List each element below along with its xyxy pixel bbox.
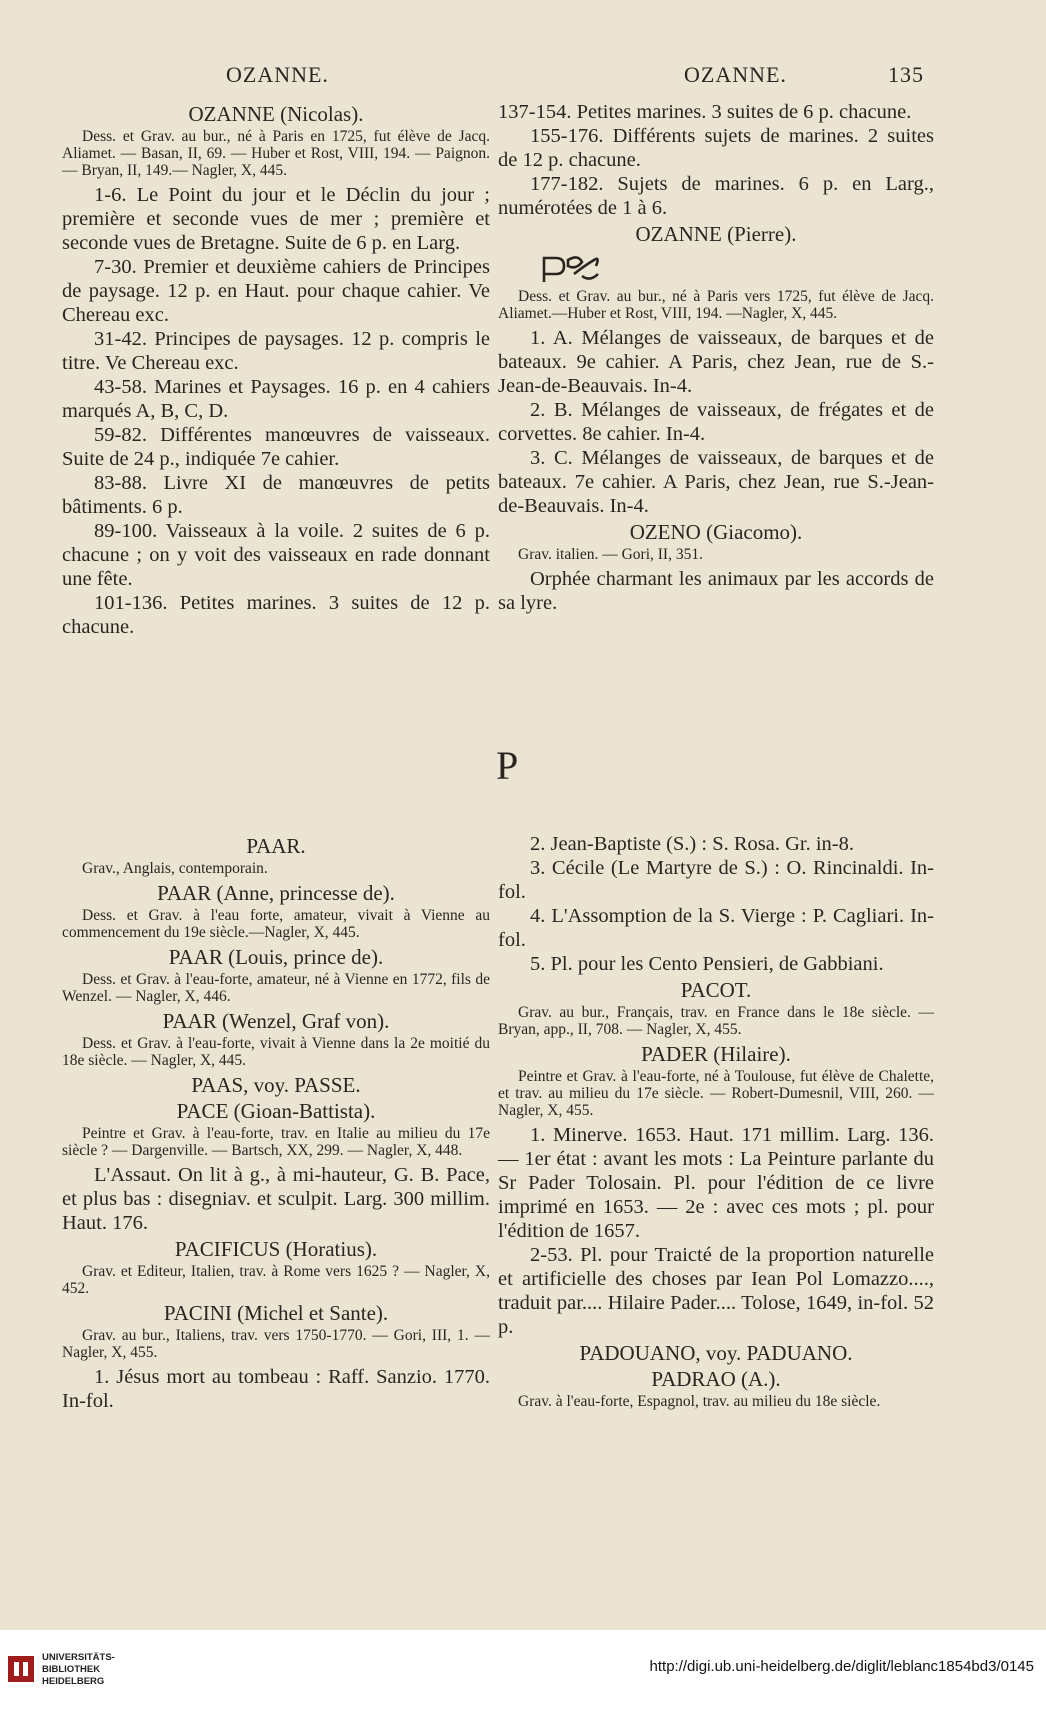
text-entry: 1-6. Le Point du jour et le Déclin du jour ; première et seconde vues de mer ; première et seconde vues de Bretagne. Suite de 6 p. en Larg. [62, 184, 490, 254]
library-name-line: BIBLIOTHEK [42, 1664, 101, 1675]
text-name: PADRAO (A.). [651, 1367, 781, 1391]
running-head-left: OZANNE. [226, 62, 329, 87]
text-entry: 101-136. Petites marines. 3 suites de 12 p. chacune. [62, 592, 490, 638]
text-name: PAAR (Anne, princesse de). [157, 881, 395, 905]
text-name: PADOUANO, voy. PADUANO. [579, 1341, 853, 1365]
text-entry: 3. Cécile (Le Martyre de S.) : O. Rincinaldi. In-fol. [498, 857, 934, 903]
text-small: Grav. au bur., Français, trav. en France dans le 18e siècle. — Bryan, app., II, 708. — Nagler, X, 455. [498, 1004, 934, 1038]
text-name: PACINI (Michel et Sante). [163, 1301, 389, 1325]
text-entry: 83-88. Livre XI de manœuvres de petits bâtiments. 6 p. [62, 472, 490, 518]
right-column-top [498, 100, 934, 615]
text-entry: 2. Jean-Baptiste (S.) : S. Rosa. Gr. in-8. [530, 833, 854, 855]
text-name: OZANNE (Pierre). [635, 222, 797, 246]
text-name: OZANNE (Nicolas). [188, 102, 364, 126]
text-small: Peintre et Grav. à l'eau-forte, né à Toulouse, fut élève de Chalette, et trav. au milieu du 17e siècle. — Robert-Dumesnil, VIII, 260. — Nagler, X, 455. [498, 1068, 934, 1119]
text-name: PACIFICUS (Horatius). [174, 1237, 378, 1261]
text-entry: 89-100. Vaisseaux à la voile. 2 suites de 6 p. chacune ; on y voit des vaisseaux en rade donnant une fête. [62, 520, 490, 590]
text-entry: 155-176. Différents sujets de marines. 2 suites de 12 p. chacune. [498, 125, 934, 171]
text-name: PACOT. [680, 978, 752, 1002]
text-small: Grav. et Editeur, Italien, trav. à Rome vers 1625 ? — Nagler, X, 452. [62, 1263, 490, 1297]
section-letter: P [496, 743, 519, 788]
text-small: Grav. italien. — Gori, II, 351. [518, 546, 703, 563]
text-entry: 2. B. Mélanges de vaisseaux, de frégates et de corvettes. 8e cahier. In-4. [498, 399, 934, 445]
text-name: PAAR (Wenzel, Graf von). [162, 1009, 390, 1033]
text-entry: 4. L'Assomption de la S. Vierge : P. Cagliari. In-fol. [498, 905, 934, 951]
text-small: Dess. et Grav. à l'eau forte, amateur, vivait à Vienne au commencement du 19e siècle.—Nagler, X, 445. [62, 907, 490, 941]
university-logo-icon [6, 1654, 36, 1684]
library-name-line: UNIVERSITÄTS- [42, 1652, 115, 1663]
text-small: Dess. et Grav. à l'eau-forte, amateur, né à Vienne en 1772, fils de Wenzel. — Nagler, X, 446. [62, 971, 490, 1005]
page-number: 135 [888, 62, 924, 87]
text-entry: 1. Minerve. 1653. Haut. 171 millim. Larg. 136. — 1er état : avant les mots : La Peinture parlante du Sr Pader Tolosain. Pl. pour l'édition de ce livre imprimé en 1653. — 2e : avec ces mots ; pl. pour l'édition de 1657. [498, 1124, 934, 1242]
library-name [42, 1652, 115, 1688]
text-entry: 2-53. Pl. pour Traicté de la proportion naturelle et artificielle des choses par Iean Pol Lomazzo...., traduit par.... Hilaire Pader.... Tolose, 1649, in-fol. 52 p. [498, 1244, 934, 1338]
left-column-bottom [62, 832, 490, 1413]
artist-monogram-icon [538, 252, 604, 286]
text-entry: 1. A. Mélanges de vaisseaux, de barques et de bateaux. 9e cahier. A Paris, chez Jean, rue de S.-Jean-de-Beauvais. In-4. [498, 327, 934, 397]
text-small: Dess. et Grav. au bur., né à Paris vers 1725, fut élève de Jacq. Aliamet.—Huber et Rost, VIII, 194. —Nagler, X, 445. [498, 288, 934, 322]
left-column-top [62, 100, 490, 639]
source-url[interactable]: http://digi.ub.uni-heidelberg.de/diglit/leblanc1854bd3/0145 [649, 1658, 1034, 1675]
text-name: PACE (Gioan-Battista). [176, 1099, 376, 1123]
text-name: PADER (Hilaire). [641, 1042, 791, 1066]
text-entry: 59-82. Différentes manœuvres de vaisseaux. Suite de 24 p., indiquée 7e cahier. [62, 424, 490, 470]
text-entry: 5. Pl. pour les Cento Pensieri, de Gabbiani. [530, 953, 884, 975]
text-name: PAAR. [246, 834, 306, 858]
text-entry: 43-58. Marines et Paysages. 16 p. en 4 cahiers marqués A, B, C, D. [62, 376, 490, 422]
text-name: OZENO (Giacomo). [629, 520, 803, 544]
text-entry: L'Assaut. On lit à g., à mi-hauteur, G. B. Pace, et plus bas : disegniav. et sculpit. Larg. 300 millim. Haut. 176. [62, 1164, 490, 1234]
text-small: Dess. et Grav. au bur., né à Paris en 1725, fut élève de Jacq. Aliamet. — Basan, II, 69. — Huber et Rost, VIII, 194. — Paignon. — Bryan, II, 149.— Nagler, X, 445. [62, 128, 490, 179]
text-entry: 7-30. Premier et deuxième cahiers de Principes de paysage. 12 p. en Haut. pour chaque cahier. Ve Chereau exc. [62, 256, 490, 326]
text-entry: 3. C. Mélanges de vaisseaux, de barques et de bateaux. 7e cahier. A Paris, chez Jean, rue S.-Jean-de-Beauvais. In-4. [498, 447, 934, 517]
text-name: PAAR (Louis, prince de). [168, 945, 384, 969]
footer-bar [0, 1630, 1046, 1711]
right-column-bottom [498, 832, 934, 1414]
text-name: PAAS, voy. PASSE. [191, 1073, 361, 1097]
text-entry: 31-42. Principes de paysages. 12 p. compris le titre. Ve Chereau exc. [62, 328, 490, 374]
text-entry: Orphée charmant les animaux par les accords de sa lyre. [498, 568, 934, 614]
text-hang: 137-154. Petites marines. 3 suites de 6 p. chacune. [498, 101, 912, 123]
library-name-line: HEIDELBERG [42, 1676, 105, 1687]
text-entry: 177-182. Sujets de marines. 6 p. en Larg., numérotées de 1 à 6. [498, 173, 934, 219]
text-small: Grav. à l'eau-forte, Espagnol, trav. au milieu du 18e siècle. [518, 1393, 881, 1410]
text-small: Dess. et Grav. à l'eau-forte, vivait à Vienne dans la 2e moitié du 18e siècle. — Nagler, X, 445. [62, 1035, 490, 1069]
text-entry: 1. Jésus mort au tombeau : Raff. Sanzio. 1770. In-fol. [62, 1366, 490, 1412]
text-small: Grav., Anglais, contemporain. [82, 860, 268, 877]
running-head-right: OZANNE. [684, 62, 787, 87]
text-small: Grav. au bur., Italiens, trav. vers 1750-1770. — Gori, III, 1. — Nagler, X, 455. [62, 1327, 490, 1361]
text-small: Peintre et Grav. à l'eau-forte, trav. en Italie au milieu du 17e siècle ? — Dargenville. — Bartsch, XX, 299. — Nagler, X, 448. [62, 1125, 490, 1159]
